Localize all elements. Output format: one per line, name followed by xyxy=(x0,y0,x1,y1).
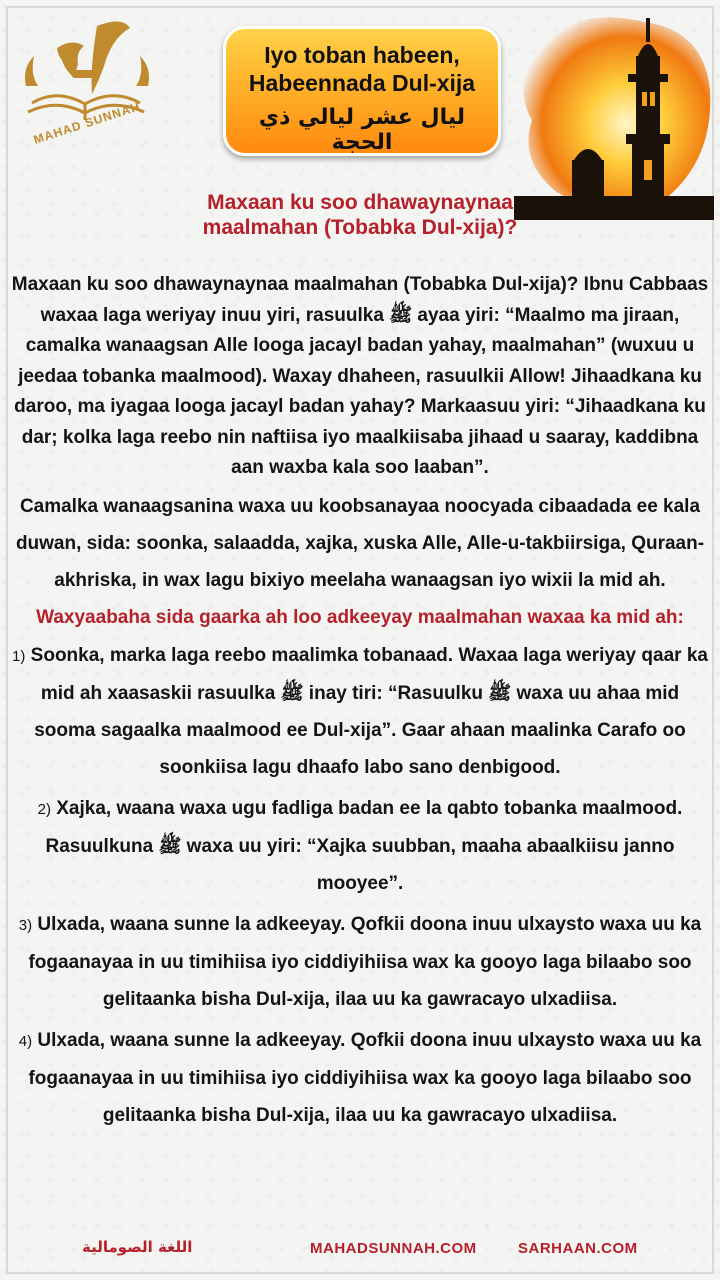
footer-website-mahadsunnah[interactable]: MAHADSUNNAH.COM xyxy=(310,1240,477,1257)
subtitle-line-1: Maxaan ku soo dhawaynaynaa xyxy=(207,191,513,214)
minaret-sunset-graphic xyxy=(514,10,714,220)
minaret-icon xyxy=(514,10,714,220)
section-subtitle xyxy=(150,190,570,240)
title-arabic: ليال عشر ليالي ذي الحجة xyxy=(258,105,466,155)
paragraph-hadith: Maxaan ku soo dhawaynaynaa maalmahan (Tobabka Dul-xija)? Ibnu Cabbaas waxaa laga weriyay inuu yiri, rasuulka ﷺ ayaa yiri: “Maalmo ma jiraan, camalka wanaagsan Alle looga jacayl badan yahay, maalmahan” (wuxuu u jeedaa tobanka maalmood). Waxay dhaheen, rasuulkii Allow! Jihaadkana ku daroo, ma iyagaa looga jacayl badan yahay? Markaasuu yiri: “Jihaadkana ku dar; kolka laga reebo nin naftiisa iyo maalkiisaba jihaad u saaray, kaddibna aan waxba kala soo laaban”. xyxy=(11,274,709,478)
footer-website-sarhaan[interactable]: SARHAAN.COM xyxy=(518,1240,638,1257)
list-item-text: Xajka, waana waxa ugu fadliga badan ee la qabto tobanka maalmood. Rasuulkuna ﷺ waxa uu yiri: “Xajka suubban, maaha abaalkiisu janno mooyee”. xyxy=(45,797,683,894)
list-item-text: Ulxada, waana sunne la adkeeyay. Qofkii doona inuu ulxaysto waxa uu ka fogaanayaa in uu timihiisa iyo ciddiyihiisa wax ka gooyo laga bilaabo soo gelitaanka bisha Dul-xija, ilaa uu ka gawracayo ulxadiisa. xyxy=(28,913,702,1010)
list-item-number: 2) xyxy=(37,800,51,818)
list-item-4 xyxy=(8,1022,712,1134)
list-item-number: 3) xyxy=(18,916,33,934)
list-item-2 xyxy=(8,790,712,902)
mahad-sunnah-logo xyxy=(12,8,162,158)
subtitle-line-2: maalmahan (Tobabka Dul-xija)? xyxy=(202,216,518,239)
footer-language-label: اللغة الصومالية xyxy=(82,1238,193,1256)
title-banner xyxy=(223,26,501,156)
title-line-2: Habeennada Dul-xija xyxy=(248,70,476,96)
list-item-text: Soonka, marka laga reebo maalimka tobanaad. Waxaa laga weriyay qaar ka mid ah xaasaskii rasuulka ﷺ inay tiri: “Rasuulku ﷺ waxa uu ahaa mid sooma sagaalka maalmood ee Dul-xija”. Gaar ahaan maalinka Carafo oo soonkiisa lagu dhaafo labo sano denbigood. xyxy=(25,644,708,778)
list-item-text: Ulxada, waana sunne la adkeeyay. Qofkii doona inuu ulxaysto waxa uu ka fogaanayaa in uu timihiisa iyo ciddiyihiisa wax ka gooyo laga bilaabo soo gelitaanka bisha Dul-xija, ilaa uu ka gawracayo ulxadiisa. xyxy=(28,1029,702,1126)
article-body xyxy=(8,270,712,1134)
list-item-1 xyxy=(8,637,712,786)
list-item-number: 4) xyxy=(18,1032,33,1050)
paragraph-good-deeds: Camalka wanaagsanina waxa uu koobsanayaa noocyada cibaadada ee kala duwan, sida: soonka, salaadda, xajka, xuska Alle, Alle-u-takbiirsiga, Quraan-akhriska, in wax lagu bixiyo meelaha wanaagsan iyo wixii la mid ah. xyxy=(15,495,705,591)
list-heading: Waxyaabaha sida gaarka ah loo adkeeyay maalmahan waxaa ka mid ah: xyxy=(36,606,684,628)
list-item-3 xyxy=(8,906,712,1018)
logo-text: MAHAD SUNNAH xyxy=(31,99,143,147)
title-line-1: Iyo toban habeen, xyxy=(264,42,460,68)
list-item-number: 1) xyxy=(12,647,26,665)
